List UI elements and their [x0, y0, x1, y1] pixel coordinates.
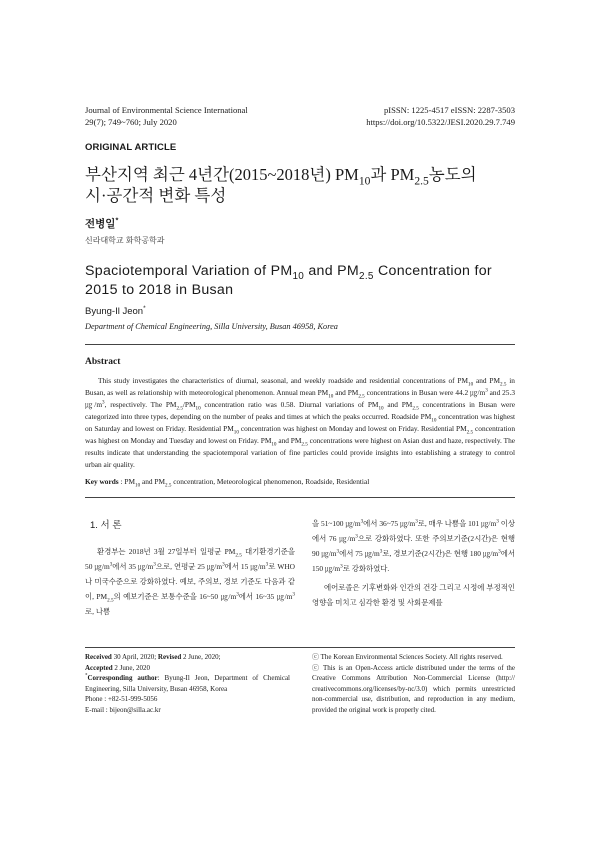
license-notice: ⓒ This is an Open-Access article distributed under the terms of the Creative Commons Attribution Non-Commercial License (http:// creativecommons.org/licenses/by-nc/3.0) which permits unrestricted non-commercial use, distribution, and reproduction in any medium, provided the original work is properly cited.	[312, 663, 515, 714]
english-title	[85, 262, 525, 300]
phone-number: Phone : +82-51-999-5056	[85, 695, 158, 704]
korean-title-line-2: 시·공간적 변화 특성	[85, 186, 227, 205]
english-title-line-1: Spaciotemporal Variation of $PM_{10}$ and $PM_{2.5}$ Concentration for	[85, 263, 492, 282]
journal-name: Journal of Environmental Science International	[85, 105, 248, 115]
email-address[interactable]: E-mail : bijeon@silla.ac.kr	[85, 705, 161, 714]
english-title-line-2: 2015 to 2018 in Busan	[85, 282, 234, 298]
received-revised-dates: Received 30 April, 2020; Revised 2 June, 2020;	[85, 653, 221, 661]
accepted-date: Accepted 2 June, 2020	[85, 663, 150, 672]
english-author: Byung-Il Jeon*	[85, 304, 146, 317]
korean-title	[85, 164, 525, 206]
abstract-heading: Abstract	[85, 357, 121, 367]
abstract-body: This study investigates the characteristics of diurnal, seasonal, and weekly roadside and residential concentrations of $PM_{10}$ and $PM_{2.5}$ in Busan, as well as relationship with meteorological phenomenon. Annual mean $PM_{10}$ and $PM_{2.5}$ concentrations in Busan were 44.2 $㎍/m^3$ and 25.3 $㎍/m^3$, respectively. The $PM_{2.5}/PM_{10}$ concentration ratio was 0.58. Diurnal variations of $PM_{10}$ and $PM_{2.5}$ concentrations in Busan were categorized into three types, depending on the number of peaks and times at which the peaks occurred. Roadside $PM_{10}$ concentration was highest on Saturday and lowest on Friday. Residential $PM_{10}$ concentration was highest on Monday and lowest on Friday. Residential $PM_{2.5}$ concentration was highest on Monday and Tuesday and lowest on Friday. $PM_{10}$ and $PM_{2.5}$ concentrations were highest on Asian dust and haze, respectively. The results indicate that understanding the spaciotemporal variation of fine particles could provide insights into establishing a strategy to control urban air quality.	[85, 376, 516, 469]
journal-header-right	[300, 105, 515, 128]
section-1-heading: 1. 서 론	[90, 520, 122, 531]
divider-below-keywords	[85, 497, 515, 498]
korean-title-line-1: 부산지역 최근 4년간(2015~2018년) $PM_{10}$과 $PM_{2.5}$농도의	[85, 165, 477, 188]
right-column-paragraph-2: 에어로졸은 기후변화와 인간의 건강 그리고 시정에 부정적인 영향을 미치고 심각한 환경 및 사회문제를	[312, 583, 515, 607]
divider-above-abstract	[85, 344, 515, 345]
journal-volume-pages: 29(7); 749~760; July 2020	[85, 116, 177, 127]
copyright-notice: ⓒ The Korean Environmental Sciences Society. All rights reserved.	[312, 653, 503, 661]
corresponding-author: *Corresponding author: Byung-Il Jeon, Department of Chemical Engineering, Silla University, Busan 46958, Korea	[85, 673, 290, 693]
korean-affiliation: 신라대학교 화학공학과	[85, 236, 165, 245]
journal-header-left	[85, 105, 248, 128]
keywords: Key words : $PM_{10}$ and $PM_{2.5}$ concentration, Meteorological phenomenon, Roadside, Residential	[85, 477, 370, 489]
korean-author: 전병일*	[85, 215, 119, 230]
doi-link[interactable]: https://doi.org/10.5322/JESI.2020.29.7.749	[366, 116, 515, 127]
english-affiliation: Department of Chemical Engineering, Silla University, Busan 46958, Korea	[85, 322, 338, 331]
issn: pISSN: 1225-4517 eISSN: 2287-3503	[383, 105, 515, 115]
footer-license	[312, 652, 515, 716]
section-1-right-column	[312, 516, 515, 610]
article-type-label: ORIGINAL ARTICLE	[85, 142, 177, 153]
section-1-left-column: 환경부는 2018년 3월 27일부터 일평균 $PM_{2.5}$ 대기환경기준을 50 $㎍/m^3$에서 35 $㎍/m^3$으로, 연평균 25 $㎍/m^3$에서 15 $㎍/m^3$로 WHO나 미국수준으로 강화하였다. 예보, 주의보, 경보 기준도 다음과 같이, $PM_{2.5}$의 예보기준은 보통수준을 16~50 $㎍/m^3$에서 16~35 $㎍/m^3$로, 나쁨	[85, 547, 296, 616]
right-column-paragraph-1: 을 51~100 $㎍/m^3$에서 36~75 $㎍/m^3$로, 매우 나쁨을 101 $㎍/m^3$ 이상에서 76 $㎍/m^3$으로 강화하였다. 또한 주의보기준(2시간)은 현행 90 $㎍/m^3$에서 75 $㎍/m^3$로, 경보기준(2시간)은 현행 180 $㎍/m^3$에서 150 $㎍/m^3$로 강화하였다.	[312, 518, 515, 573]
footer-article-info	[85, 652, 290, 716]
divider-above-footer	[85, 647, 515, 648]
